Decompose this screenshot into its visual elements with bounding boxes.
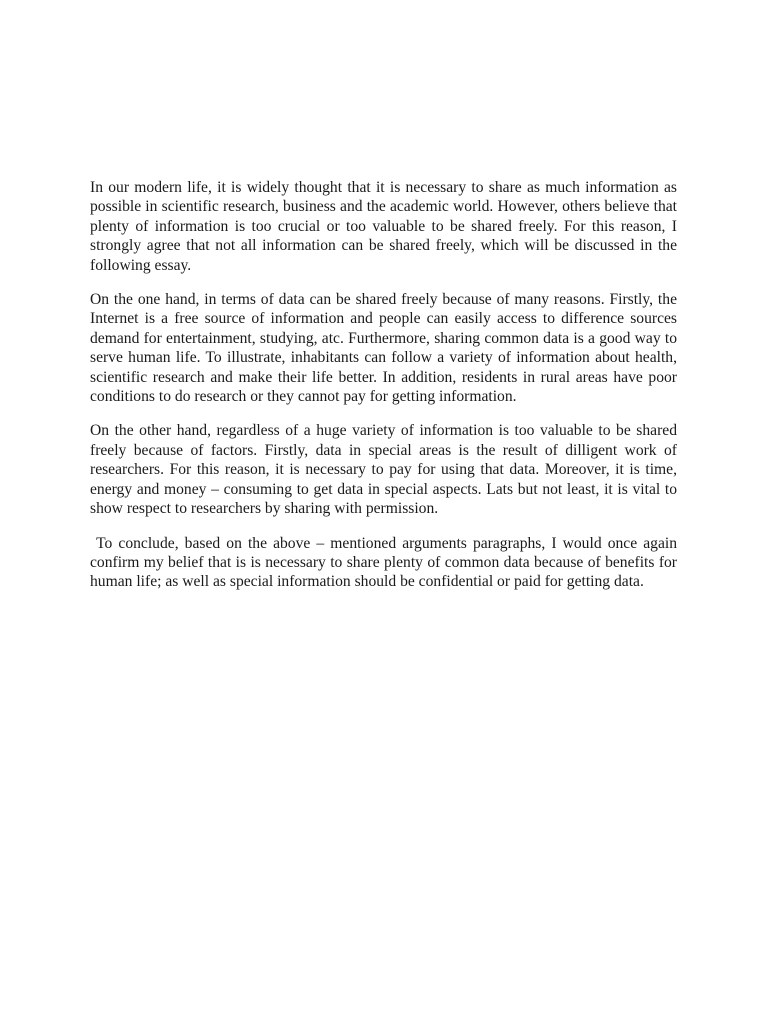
paragraph-conclusion: To conclude, based on the above – mentioned arguments paragraphs, I would once again confirm my belief that is is necessary to share plenty of common data because of benefits for human life; as well as special information should be confidential or paid for getting data. [90,534,681,591]
paragraph-second-body: On the other hand, regardless of a huge variety of information is too valuable to be shared freely because of factors. Firstly, data in special areas is the result of dilligent work of researchers. For this reason, it is necessary to pay for using that data. Moreover, it is time, energy and money – consuming to get data in special aspects. Lats but not least, it is vital to show respect to researchers by sharing with permission. [90,422,681,518]
paragraph-first-body: On the one hand, in terms of data can be shared freely because of many reasons. Firstly, the Internet is a free source of information and people can easily access to difference sources demand for entertainment, studying, atc. Furthermore, sharing common data is a good way to serve human life. To illustrate, inhabitants can follow a variety of information about health, scientific research and make their life better. In addition, residents in rural areas have poor conditions to do research or they cannot pay for getting information. [90,291,681,406]
paragraph-introduction: In our modern life, it is widely thought that it is necessary to share as much information as possible in scientific research, business and the academic world. However, others believe that plenty of information is too crucial or too valuable to be shared freely. For this reason, I strongly agree that not all information can be shared freely, which will be discussed in the following essay. [90,179,681,274]
essay-body [90,178,681,607]
